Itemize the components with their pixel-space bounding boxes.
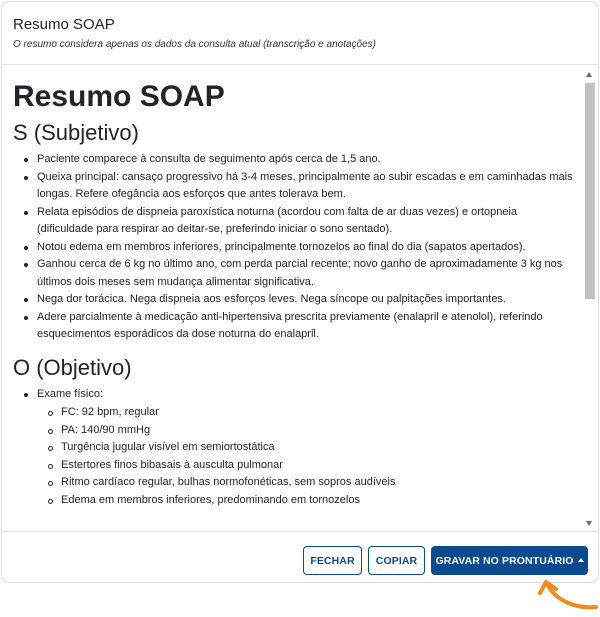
list-item: Paciente comparece à consulta de seguimento após cerca de 1,5 ano. (13, 151, 573, 169)
objective-list (13, 386, 573, 510)
soap-summary-dialog (1, 1, 599, 583)
vertical-scrollbar[interactable] (583, 69, 596, 529)
save-to-record-label: GRAVAR NO PRONTUÁRIO (435, 554, 574, 567)
exam-label: Exame físico: (37, 387, 104, 400)
list-item: Adere parcialmente à medicação anti-hipertensiva prescrita previamente (enalapril e atenolol), referindo esquecimentos esporádicos da dose noturna do enalapril. (13, 309, 573, 344)
list-item: Notou edema em membros inferiores, principalmente tornozelos ao final do dia (sapatos apertados). (13, 239, 573, 257)
list-item: Edema em membros inferiores, predominando em tornozelos (37, 492, 573, 510)
scroll-up-arrow-icon[interactable] (586, 72, 592, 77)
objective-heading: O (Objetivo) (13, 354, 132, 380)
soap-content (13, 79, 573, 519)
list-item (13, 386, 573, 510)
dialog-title: Resumo SOAP (13, 16, 115, 33)
caret-up-icon (578, 558, 584, 562)
summary-heading: Resumo SOAP (13, 80, 225, 113)
copy-button[interactable]: COPIAR (368, 546, 425, 575)
close-button[interactable]: FECHAR (303, 546, 362, 575)
list-item: Turgência jugular visível em semiortostática (37, 439, 573, 457)
subjective-heading: S (Subjetivo) (13, 120, 139, 145)
list-item: Estertores finos bibasais à ausculta pulmonar (37, 457, 573, 475)
dialog-subtitle: O resumo considera apenas os dados da consulta atual (transcrição e anotações) (13, 39, 376, 50)
exam-sublist (37, 404, 573, 509)
list-item: Relata episódios de dispneia paroxística noturna (acordou com falta de ar duas vezes) e ortopneia (dificuldade para respirar ao deitar-se, preferindo iniciar o sono sentado). (13, 204, 573, 239)
list-item: Queixa principal: cansaço progressivo há 3-4 meses, principalmente ao subir escadas e em caminhadas mais longas. Refere ofegância aos esforços que antes tolerava bem. (13, 169, 573, 204)
list-item: Ganhou cerca de 6 kg no último ano, com perda parcial recente; novo ganho de aproximadamente 3 kg nos últimos dois meses sem mudança alimentar significativa. (13, 256, 573, 291)
scrollbar-thumb[interactable] (585, 83, 595, 299)
dialog-body[interactable] (2, 65, 598, 531)
list-item: FC: 92 bpm, regular (37, 404, 573, 422)
scroll-down-arrow-icon[interactable] (586, 521, 592, 526)
subjective-list (13, 151, 573, 344)
list-item: PA: 140/90 mmHg (37, 422, 573, 440)
dialog-footer (2, 531, 598, 583)
list-item: Ritmo cardíaco regular, bulhas normofonéticas, sem sopros audíveis (37, 474, 573, 492)
annotation-arrow-icon (536, 571, 600, 617)
list-item: Nega dor torácica. Nega dispneia aos esforços leves. Nega síncope ou palpitações importantes. (13, 291, 573, 309)
dialog-header (2, 2, 598, 65)
